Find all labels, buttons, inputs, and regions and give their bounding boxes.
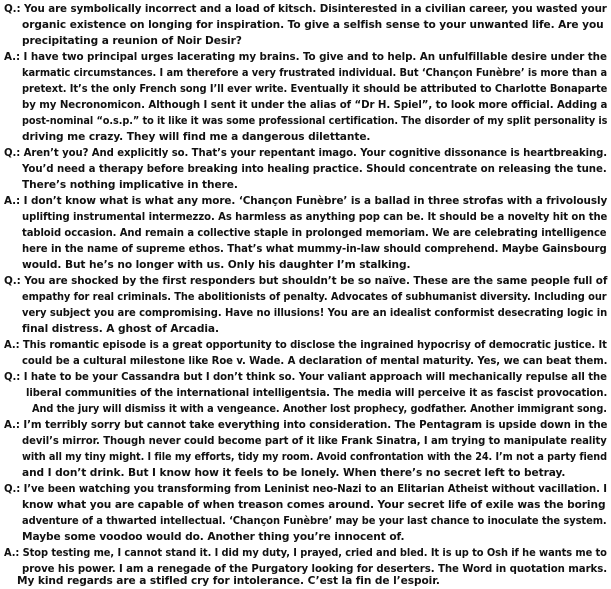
text-line: by my Necronomicon. Although I sent it under the alias of “Dr H. Spiel”, to look more official. Adding a	[22, 99, 608, 111]
text-line: uplifting instrumental intermezzo. As harmless as anything pop can be. It should be a novelty hit on the	[22, 211, 608, 223]
text-line: liberal communities of the international intelligentsia. The media will perceive it as fascist provocation.	[26, 387, 608, 399]
text-line: Maybe some voodoo would do. Another thing you’re innocent of.	[22, 531, 405, 543]
text-line: empathy for real criminals. The abolitionists of penalty. Advocates of subhumanist diversity. Including our	[22, 291, 607, 303]
text-line: could be a cultural milestone like Roe v. Wade. A declaration of mental maturity. Yes, we can beat them.	[22, 355, 608, 367]
text-line: Q.: Aren’t you? And explicitly so. That’s your repentant imago. Your cognitive dissonance is heartbreaking.	[4, 147, 607, 159]
text-line: Q.: You are symbolically incorrect and a load of kitsch. Disinterested in a civilian career, you wasted your	[4, 3, 607, 15]
text-line: organic existence on longing for inspiration. To give a selfish sense to your unwanted life. Are you	[22, 19, 604, 31]
text-line: A.: This romantic episode is a great opportunity to disclose the ingrained hypocrisy of democratic justice. It	[4, 339, 607, 351]
text-line: And the jury will dismiss it with a vengeance. Another lost prophecy, godfather. Another immigrant song.	[32, 403, 607, 415]
text-line: and I don’t drink. But I know how it feels to be lonely. When there’s no secret left to betray.	[22, 467, 566, 479]
text-line: would. But he’s no longer with us. Only his daughter I’m stalking.	[22, 259, 411, 271]
text-line: final distress. A ghost of Arcadia.	[22, 323, 219, 335]
text-line: karmatic circumstances. I am therefore a very frustrated individual. But ‘Chançon Funèbre’ is more than a	[22, 67, 608, 79]
text-line: There’s nothing implicative in there.	[22, 179, 238, 191]
text-line: pretext. It’s the only French song I’ll ever write. Eventually it should be attributed to Charlotte Bonaparte	[22, 83, 608, 95]
text-line: prove his power. I am a renegade of the Purgatory looking for deserters. The Word in quotation marks.	[22, 563, 608, 575]
text-line: precipitating a reunion of Noir Desir?	[22, 35, 242, 47]
text-line: here in the name of supreme ethos. That’s what mummy-in-law should comprehend. Maybe Gainsbourg	[22, 243, 607, 255]
text-line: very subject you are compromising. Have no illusions! You are an idealist conformist desecrating logic in	[22, 307, 608, 319]
text-line: A.: I’m terribly sorry but cannot take everything into consideration. The Pentagram is upside down in the	[4, 419, 608, 431]
text-line: know what you are capable of when treason comes around. Your secret life of exile was the boring	[22, 499, 606, 511]
text-line: devil’s mirror. Though never could become part of it like Frank Sinatra, I am trying to manipulate reality	[22, 435, 607, 447]
text-line: Q.: You are shocked by the first responders but shouldn’t be so naïve. These are the same people full of	[4, 275, 608, 287]
text-line: driving me crazy. They will find me a dangerous dilettante.	[22, 131, 371, 143]
text-line: adventure of a thwarted intellectual. ‘Chançon Funèbre’ may be your last chance to inoculate the system.	[22, 515, 607, 527]
text-line: tabloid occasion. And remain a collective staple in prolonged memoriam. We are celebrating intelligence	[22, 227, 607, 239]
text-line: A.: Stop testing me, I cannot stand it. I did my duty, I prayed, cried and bled. It is up to Osh if he wants me to	[4, 547, 607, 559]
text-line: You’d need a therapy before breaking into healing practice. Should concentrate on releasing the tune.	[22, 163, 607, 175]
text-line: A.: I have two principal urges lacerating my brains. To give and to help. An unfulfillable desire under the	[4, 51, 607, 63]
text-line: A.: I don’t know what is what any more. ‘Chançon Funèbre’ is a ballad in three strofas with a frivolously	[4, 195, 608, 207]
text-line: Q.: I’ve been watching you transforming from Leninist neo-Nazi to an Elitarian Atheist without vacillation. I	[4, 483, 607, 495]
text-line: My kind regards are a stifled cry for intolerance. C’est la fin de l’espoir.	[17, 575, 440, 587]
text-line: Q.: I hate to be your Cassandra but I don’t think so. Your valiant approach will mechanically repulse all the	[4, 371, 607, 383]
text-line: post-nominal “o.s.p.” to it like it was some professional certification. The disorder of my split personality is	[22, 115, 608, 127]
text-line: with all my tiny might. I file my efforts, tidy my room. Avoid confrontation with the 24. I’m not a party fiend	[22, 451, 607, 463]
